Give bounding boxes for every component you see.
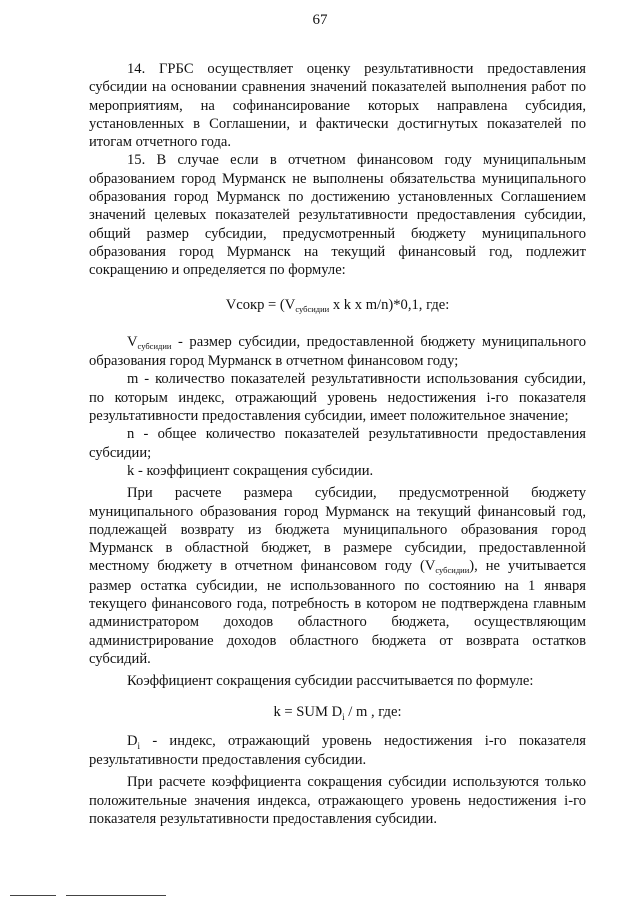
definition-d-subscript: i xyxy=(137,740,141,751)
paragraph-14: 14. ГРБС осуществляет оценку результативности предоставления субсидии на основании сравнения значений показателей выполнения работ по мероприятиям, на софинансирование которых направлена субсидия, установленных в Соглашении, и фактически достигнутых показателей по итогам отчетного года. xyxy=(89,61,586,151)
formula-lhs: Vсокр = (V xyxy=(225,296,296,313)
paragraph-calculation xyxy=(89,484,586,668)
page-number: 67 xyxy=(312,12,328,28)
calc-subscript: субсидии xyxy=(435,565,470,576)
formula-k-rhs: / m , где: xyxy=(344,703,402,720)
calc-text-part1: При расчете размера субсидии, предусмотренной бюджету муниципального образования город Мурманск на текущий финансовый год, подлежащей возврату из бюджета муниципального образования город Мурманск в областной бюджет, в размере субсидии, предоставленной местному бюджету в отчетном финансовом году (V xyxy=(89,485,586,575)
definition-d-text: - индекс, отражающий уровень недостижения i-го показателя результативности предоставления субсидии. xyxy=(89,732,586,769)
definition-v-subscript: субсидии xyxy=(137,340,172,351)
paragraph-last: При расчете коэффициента сокращения субсидии используются только положительные значения индекса, отражающего уровень недостижения i-го показателя результативности предоставления субсидии. xyxy=(89,774,586,827)
paragraph-15: 15. В случае если в отчетном финансовом году муниципальным образованием город Мурманск не выполнены обязательства муниципального образования город Мурманск по достижению установленных Соглашением значений целевых показателей результативности предоставления субсидии, общий размер субсидии, предусмотренный бюджету муниципального образования город Мурманск на текущий финансовый год, подлежит сокращению и определяется по формуле: xyxy=(89,152,586,279)
formula-k-subscript: i xyxy=(342,711,345,722)
formula-k xyxy=(89,703,586,722)
definition-d xyxy=(89,732,586,770)
formula-subscript: субсидии xyxy=(295,303,330,314)
definition-m: m - количество показателей результативности использования субсидии, по которым индекс, отражающий уровень недостижения i-го показателя результативности предоставления субсидии, имеет положительное значение; xyxy=(89,371,586,425)
footer-rule-right xyxy=(66,895,166,896)
calc-text-part2: ), не учитывается размер остатка субсидии, не использованного по состоянию на 1 января текущего финансового года, потребность в котором не подтверждена главным администратором доходов областного бюджета, осуществляющим администрирование доходов областного бюджета от возврата остатков субсидий. xyxy=(89,558,586,667)
definition-v-text: - размер субсидии, предоставленной бюджету муниципального образования город Мурманск в отчетном финансовом году; xyxy=(89,333,586,370)
formula-vsokr xyxy=(89,296,586,315)
definition-v xyxy=(89,333,586,371)
formula-rhs: x k x m/n)*0,1, где: xyxy=(329,296,450,313)
definition-n: n - общее количество показателей результативности предоставления субсидии; xyxy=(89,426,586,461)
definition-k: k - коэффициент сокращения субсидии. xyxy=(127,462,374,479)
footer-rule-left xyxy=(10,895,56,896)
definition-d-symbol: D xyxy=(127,732,138,749)
definition-v-symbol: V xyxy=(127,333,138,350)
document-body xyxy=(89,60,586,828)
formula-k-lhs: k = SUM D xyxy=(273,703,343,720)
paragraph-coefficient: Коэффициент сокращения субсидии рассчитывается по формуле: xyxy=(127,673,534,690)
